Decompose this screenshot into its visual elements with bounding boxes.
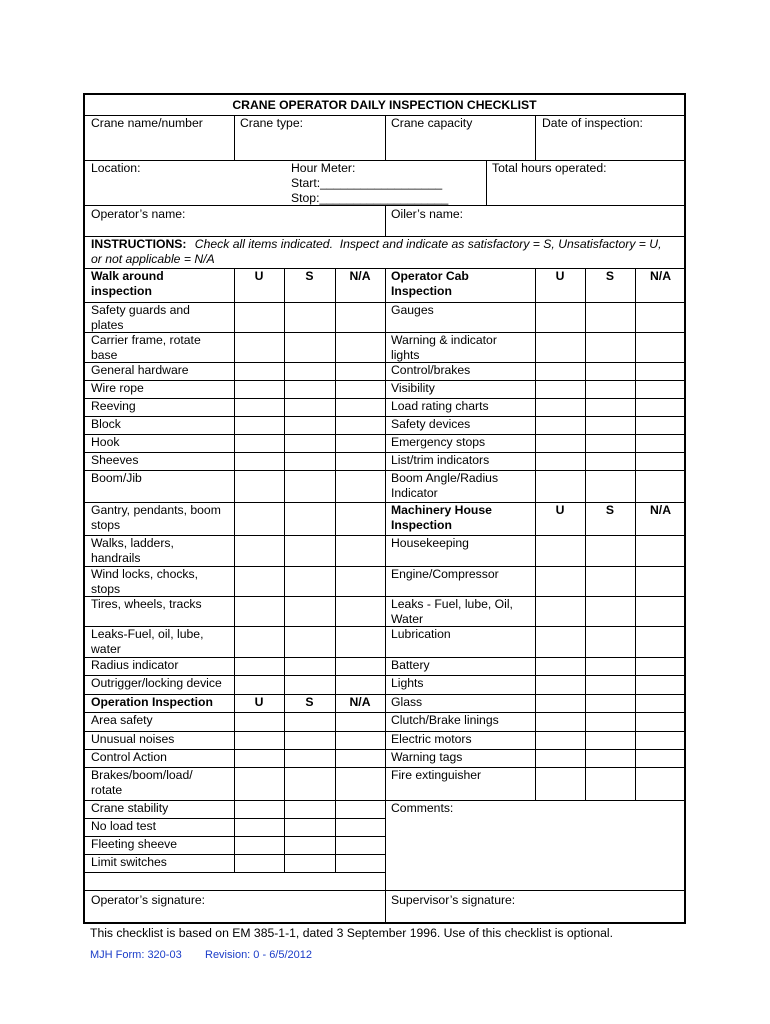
- machinery-item-checkbox[interactable]: [585, 626, 635, 657]
- operation-item-label: Control Action: [91, 750, 167, 764]
- machinery-item-checkbox[interactable]: [535, 694, 585, 712]
- cab-item-checkbox[interactable]: [635, 416, 686, 434]
- walk-item-label: Boom/Jib: [91, 471, 142, 485]
- cab-item-label: Warning & indicator: [391, 333, 497, 347]
- date-field[interactable]: [535, 130, 686, 160]
- walk-item-label: Leaks-Fuel, oil, lube,: [91, 627, 204, 641]
- cab-item-checkbox[interactable]: [585, 302, 635, 332]
- crane-type-label: Crane type:: [240, 116, 304, 130]
- walk-item-checkbox[interactable]: [284, 535, 335, 566]
- walk-item-checkbox[interactable]: [234, 502, 284, 535]
- operation-item-checkbox[interactable]: [335, 836, 385, 854]
- walk-item-checkbox[interactable]: [234, 362, 284, 380]
- operation-item-checkbox[interactable]: [335, 767, 385, 800]
- walk-item-checkbox[interactable]: [335, 380, 385, 398]
- cab-item-label: Emergency stops: [391, 435, 486, 449]
- machinery-item-checkbox[interactable]: [635, 535, 686, 566]
- cab-s-header: S: [605, 269, 615, 283]
- cab-item-checkbox[interactable]: [635, 332, 686, 362]
- operation-item-checkbox[interactable]: [234, 836, 284, 854]
- machinery-item-checkbox[interactable]: [635, 675, 686, 694]
- walk-item-label: Block: [91, 417, 121, 431]
- operator-name-field[interactable]: [200, 205, 385, 236]
- machinery-item-checkbox[interactable]: [635, 731, 686, 749]
- operation-s-header: S: [305, 695, 314, 709]
- total-hours-field[interactable]: [486, 175, 686, 205]
- walk-item-checkbox[interactable]: [335, 657, 385, 675]
- cab-item-checkbox[interactable]: [535, 332, 585, 362]
- walk-item-checkbox[interactable]: [335, 535, 385, 566]
- walk-item-checkbox[interactable]: [284, 626, 335, 657]
- operation-item-label: Area safety: [91, 713, 153, 727]
- cab-item-checkbox[interactable]: [635, 434, 686, 452]
- walk-item-checkbox[interactable]: [234, 675, 284, 694]
- walk-item-checkbox[interactable]: [234, 535, 284, 566]
- hour-meter-start: Start:__________________: [291, 176, 443, 190]
- walk-item-checkbox[interactable]: [234, 657, 284, 675]
- cab-item-label: List/trim indicators: [391, 453, 490, 467]
- walk-item-checkbox[interactable]: [284, 470, 335, 502]
- cab-item-checkbox[interactable]: [585, 416, 635, 434]
- operation-item-checkbox[interactable]: [335, 749, 385, 767]
- operation-item-label: Limit switches: [91, 855, 167, 869]
- walk-item-checkbox[interactable]: [335, 470, 385, 502]
- machinery-item-label: Warning tags: [391, 750, 463, 764]
- crane-capacity-label: Crane capacity: [391, 116, 473, 130]
- operator-name-label: Operator’s name:: [91, 207, 186, 221]
- machinery-item-checkbox[interactable]: [585, 749, 635, 767]
- machinery-item-checkbox[interactable]: [535, 596, 585, 626]
- walk-item-checkbox[interactable]: [234, 566, 284, 596]
- walk-item-checkbox[interactable]: [284, 502, 335, 535]
- walk-item-checkbox[interactable]: [335, 416, 385, 434]
- operation-item-checkbox[interactable]: [335, 854, 385, 872]
- walk-item-checkbox[interactable]: [234, 626, 284, 657]
- walk-item-checkbox[interactable]: [284, 452, 335, 470]
- walk-item-checkbox[interactable]: [335, 302, 385, 332]
- operation-item-checkbox[interactable]: [234, 818, 284, 836]
- walk-item-label: Walks, ladders,: [91, 536, 174, 550]
- cab-na-header: N/A: [650, 269, 671, 283]
- cab-item-label: Load rating charts: [391, 399, 489, 413]
- cab-item-label: Visibility: [391, 381, 435, 395]
- walk-item-checkbox[interactable]: [234, 596, 284, 626]
- walk-s-header: S: [305, 269, 314, 283]
- crane-type-field[interactable]: [234, 130, 385, 160]
- machinery-item-label: Fire extinguisher: [391, 768, 482, 782]
- operator-signature-label: Operator’s signature:: [91, 893, 206, 907]
- cab-item-checkbox[interactable]: [585, 470, 635, 502]
- walk-item-checkbox[interactable]: [284, 416, 335, 434]
- machinery-item-checkbox[interactable]: [585, 566, 635, 596]
- form-title: CRANE OPERATOR DAILY INSPECTION CHECKLIST: [232, 98, 537, 112]
- walk-item-checkbox[interactable]: [284, 566, 335, 596]
- machinery-item-checkbox[interactable]: [535, 731, 585, 749]
- machinery-item-checkbox[interactable]: [535, 657, 585, 675]
- oiler-name-label: Oiler’s name:: [391, 207, 464, 221]
- cab-item-checkbox[interactable]: [535, 470, 585, 502]
- machinery-item-checkbox[interactable]: [585, 675, 635, 694]
- operation-na-header: N/A: [349, 695, 371, 709]
- walk-item-checkbox[interactable]: [335, 566, 385, 596]
- machinery-item-checkbox[interactable]: [635, 596, 686, 626]
- operation-item-checkbox[interactable]: [335, 712, 385, 731]
- cab-item-checkbox[interactable]: [535, 398, 585, 416]
- walk-item-label: Safety guards and: [91, 303, 190, 317]
- cab-item-label: Safety devices: [391, 417, 471, 431]
- walk-item-label: stops: [91, 582, 121, 596]
- cab-item-checkbox[interactable]: [585, 452, 635, 470]
- cab-item-label: Boom Angle/Radius: [391, 471, 499, 485]
- location-label: Location:: [91, 161, 141, 175]
- walk-item-label: Sheeves: [91, 453, 139, 467]
- machinery-s-header: S: [605, 503, 615, 517]
- checklist-form: [83, 93, 686, 924]
- instructions-text-2: or not applicable = N/A: [91, 252, 215, 266]
- operation-heading: Operation Inspection: [91, 695, 213, 709]
- cab-item-label: lights: [391, 348, 420, 362]
- walk-item-label: Wind locks, chocks,: [91, 567, 199, 581]
- instructions-text: Check all items indicated. Inspect and indicate as satisfactory = S, Unsatisfactory = U,: [188, 237, 662, 251]
- cab-item-checkbox[interactable]: [585, 434, 635, 452]
- machinery-item-checkbox[interactable]: [535, 566, 585, 596]
- walk-item-label: plates: [91, 318, 124, 332]
- operation-item-label: rotate: [91, 783, 123, 797]
- machinery-item-checkbox[interactable]: [635, 626, 686, 657]
- walk-item-label: Outrigger/locking device: [91, 676, 222, 690]
- hour-meter-label: Hour Meter:: [291, 161, 356, 175]
- walk-item-checkbox[interactable]: [234, 302, 284, 332]
- walk-item-label: water: [91, 642, 121, 656]
- machinery-item-label: Clutch/Brake linings: [391, 713, 499, 727]
- walk-item-checkbox[interactable]: [335, 596, 385, 626]
- walk-item-checkbox[interactable]: [284, 596, 335, 626]
- operation-item-label: Crane stability: [91, 801, 169, 815]
- cab-item-checkbox[interactable]: [635, 362, 686, 380]
- operation-item-checkbox[interactable]: [234, 767, 284, 800]
- machinery-item-checkbox[interactable]: [535, 767, 585, 800]
- walk-item-label: General hardware: [91, 363, 189, 377]
- cab-item-checkbox[interactable]: [535, 452, 585, 470]
- oiler-name-field[interactable]: [470, 205, 686, 236]
- walk-item-checkbox[interactable]: [284, 302, 335, 332]
- hour-meter-stop: Stop:___________________: [291, 191, 449, 205]
- cab-item-checkbox[interactable]: [535, 416, 585, 434]
- cab-item-checkbox[interactable]: [585, 332, 635, 362]
- walk-u-header: U: [254, 269, 264, 283]
- walk-item-label: Tires, wheels, tracks: [91, 597, 202, 611]
- walk-item-checkbox[interactable]: [234, 470, 284, 502]
- total-hours-label: Total hours operated:: [492, 161, 607, 175]
- operation-item-checkbox[interactable]: [234, 800, 284, 818]
- machinery-item-checkbox[interactable]: [535, 535, 585, 566]
- cab-item-checkbox[interactable]: [635, 452, 686, 470]
- walk-item-label: Reeving: [91, 399, 136, 413]
- machinery-item-label: Electric motors: [391, 732, 472, 746]
- walk-item-checkbox[interactable]: [234, 380, 284, 398]
- walk-item-label: base: [91, 348, 118, 362]
- crane-name-field[interactable]: [84, 130, 234, 160]
- footer-note: This checklist is based on EM 385-1-1, dated 3 September 1996. Use of this checklist is optional.: [90, 926, 613, 940]
- walk-item-label: Wire rope: [91, 381, 144, 395]
- walk-item-checkbox[interactable]: [234, 416, 284, 434]
- operation-item-checkbox[interactable]: [284, 749, 335, 767]
- operation-item-checkbox[interactable]: [234, 712, 284, 731]
- operation-item-checkbox[interactable]: [284, 731, 335, 749]
- machinery-item-checkbox[interactable]: [585, 767, 635, 800]
- machinery-item-checkbox[interactable]: [535, 749, 585, 767]
- machinery-item-checkbox[interactable]: [585, 657, 635, 675]
- walk-item-checkbox[interactable]: [284, 380, 335, 398]
- walk-item-checkbox[interactable]: [284, 362, 335, 380]
- machinery-item-checkbox[interactable]: [585, 712, 635, 731]
- walk-item-label: Carrier frame, rotate: [91, 333, 201, 347]
- walk-item-checkbox[interactable]: [234, 452, 284, 470]
- machinery-item-checkbox[interactable]: [635, 767, 686, 800]
- location-field[interactable]: [84, 175, 285, 205]
- machinery-item-checkbox[interactable]: [635, 657, 686, 675]
- rule-line: [385, 205, 386, 236]
- operation-item-checkbox[interactable]: [335, 731, 385, 749]
- machinery-item-checkbox[interactable]: [535, 675, 585, 694]
- cab-item-checkbox[interactable]: [635, 470, 686, 502]
- walk-item-checkbox[interactable]: [335, 452, 385, 470]
- cab-item-checkbox[interactable]: [635, 302, 686, 332]
- machinery-item-label: Lubrication: [391, 627, 451, 641]
- comments-field[interactable]: [385, 816, 686, 890]
- cab-item-checkbox[interactable]: [635, 380, 686, 398]
- machinery-item-checkbox[interactable]: [535, 712, 585, 731]
- walk-item-checkbox[interactable]: [234, 332, 284, 362]
- walk-item-checkbox[interactable]: [284, 434, 335, 452]
- operation-item-checkbox[interactable]: [335, 800, 385, 818]
- supervisor-signature-field[interactable]: [385, 890, 686, 922]
- machinery-item-checkbox[interactable]: [635, 694, 686, 712]
- machinery-heading-2: Inspection: [391, 518, 452, 532]
- cab-heading-2: Inspection: [391, 284, 452, 298]
- machinery-item-checkbox[interactable]: [585, 596, 635, 626]
- walk-item-checkbox[interactable]: [335, 434, 385, 452]
- cab-item-label: Gauges: [391, 303, 434, 317]
- operation-item-label: No load test: [91, 819, 157, 833]
- operation-item-label: Unusual noises: [91, 732, 175, 746]
- walk-item-label: Gantry, pendants, boom: [91, 503, 221, 517]
- operation-item-checkbox[interactable]: [335, 818, 385, 836]
- machinery-u-header: U: [555, 503, 565, 517]
- machinery-item-label: Leaks - Fuel, lube, Oil,: [391, 597, 513, 611]
- cab-item-checkbox[interactable]: [635, 398, 686, 416]
- cab-item-checkbox[interactable]: [585, 362, 635, 380]
- machinery-item-label: Housekeeping: [391, 536, 469, 550]
- walk-item-checkbox[interactable]: [335, 332, 385, 362]
- machinery-item-checkbox[interactable]: [635, 566, 686, 596]
- walk-item-checkbox[interactable]: [234, 398, 284, 416]
- cab-item-checkbox[interactable]: [585, 380, 635, 398]
- machinery-item-checkbox[interactable]: [635, 749, 686, 767]
- operation-item-checkbox[interactable]: [284, 800, 335, 818]
- cab-heading: Operator Cab: [391, 269, 469, 283]
- operation-item-checkbox[interactable]: [284, 854, 335, 872]
- operation-item-checkbox[interactable]: [284, 767, 335, 800]
- operation-item-checkbox[interactable]: [234, 749, 284, 767]
- machinery-item-checkbox[interactable]: [585, 535, 635, 566]
- walk-item-checkbox[interactable]: [335, 675, 385, 694]
- operation-item-checkbox[interactable]: [234, 731, 284, 749]
- machinery-na-header: N/A: [650, 503, 671, 517]
- crane-name-label: Crane name/number: [91, 116, 203, 130]
- walk-item-checkbox[interactable]: [335, 502, 385, 535]
- instructions-label: INSTRUCTIONS:: [91, 237, 187, 251]
- operation-item-checkbox[interactable]: [234, 854, 284, 872]
- cab-item-checkbox[interactable]: [585, 398, 635, 416]
- machinery-item-checkbox[interactable]: [585, 731, 635, 749]
- rule-line: [84, 872, 385, 873]
- cab-item-checkbox[interactable]: [535, 362, 585, 380]
- machinery-item-label: Lights: [391, 676, 424, 690]
- cab-u-header: U: [555, 269, 565, 283]
- machinery-item-checkbox[interactable]: [635, 712, 686, 731]
- walk-item-checkbox[interactable]: [335, 626, 385, 657]
- walk-item-label: stops: [91, 518, 121, 532]
- crane-capacity-field[interactable]: [385, 130, 535, 160]
- operation-item-checkbox[interactable]: [284, 836, 335, 854]
- cab-item-label: Indicator: [391, 486, 438, 500]
- machinery-item-label: Glass: [391, 695, 423, 709]
- walk-item-label: Hook: [91, 435, 120, 449]
- operation-item-label: Brakes/boom/load/: [91, 768, 193, 782]
- walk-item-checkbox[interactable]: [335, 362, 385, 380]
- machinery-item-label: Engine/Compressor: [391, 567, 499, 581]
- walk-around-heading-2: inspection: [91, 284, 152, 298]
- cab-item-label: Control/brakes: [391, 363, 471, 377]
- walk-item-label: handrails: [91, 551, 141, 565]
- machinery-item-checkbox[interactable]: [535, 626, 585, 657]
- walk-item-label: Radius indicator: [91, 658, 179, 672]
- walk-item-checkbox[interactable]: [284, 675, 335, 694]
- comments-label: Comments:: [391, 801, 454, 815]
- machinery-item-label: Water: [391, 612, 424, 626]
- cab-item-checkbox[interactable]: [535, 434, 585, 452]
- operation-item-checkbox[interactable]: [284, 818, 335, 836]
- walk-item-checkbox[interactable]: [234, 434, 284, 452]
- revision-text: Revision: 0 - 6/5/2012: [205, 949, 313, 961]
- walk-item-checkbox[interactable]: [284, 398, 335, 416]
- supervisor-signature-label: Supervisor’s signature:: [391, 893, 516, 907]
- walk-item-checkbox[interactable]: [284, 332, 335, 362]
- walk-na-header: N/A: [349, 269, 371, 283]
- operation-item-label: Fleeting sheeve: [91, 837, 178, 851]
- cab-item-checkbox[interactable]: [535, 380, 585, 398]
- walk-item-checkbox[interactable]: [284, 657, 335, 675]
- machinery-item-label: Battery: [391, 658, 430, 672]
- walk-around-heading: Walk around: [91, 269, 164, 283]
- date-label: Date of inspection:: [542, 116, 643, 130]
- cab-item-checkbox[interactable]: [535, 302, 585, 332]
- operator-signature-field[interactable]: [84, 890, 385, 922]
- machinery-item-checkbox[interactable]: [585, 694, 635, 712]
- walk-item-checkbox[interactable]: [335, 398, 385, 416]
- machinery-heading: Machinery House: [391, 503, 492, 517]
- operation-u-header: U: [254, 695, 264, 709]
- operation-item-checkbox[interactable]: [284, 712, 335, 731]
- form-number: MJH Form: 320-03: [90, 949, 182, 961]
